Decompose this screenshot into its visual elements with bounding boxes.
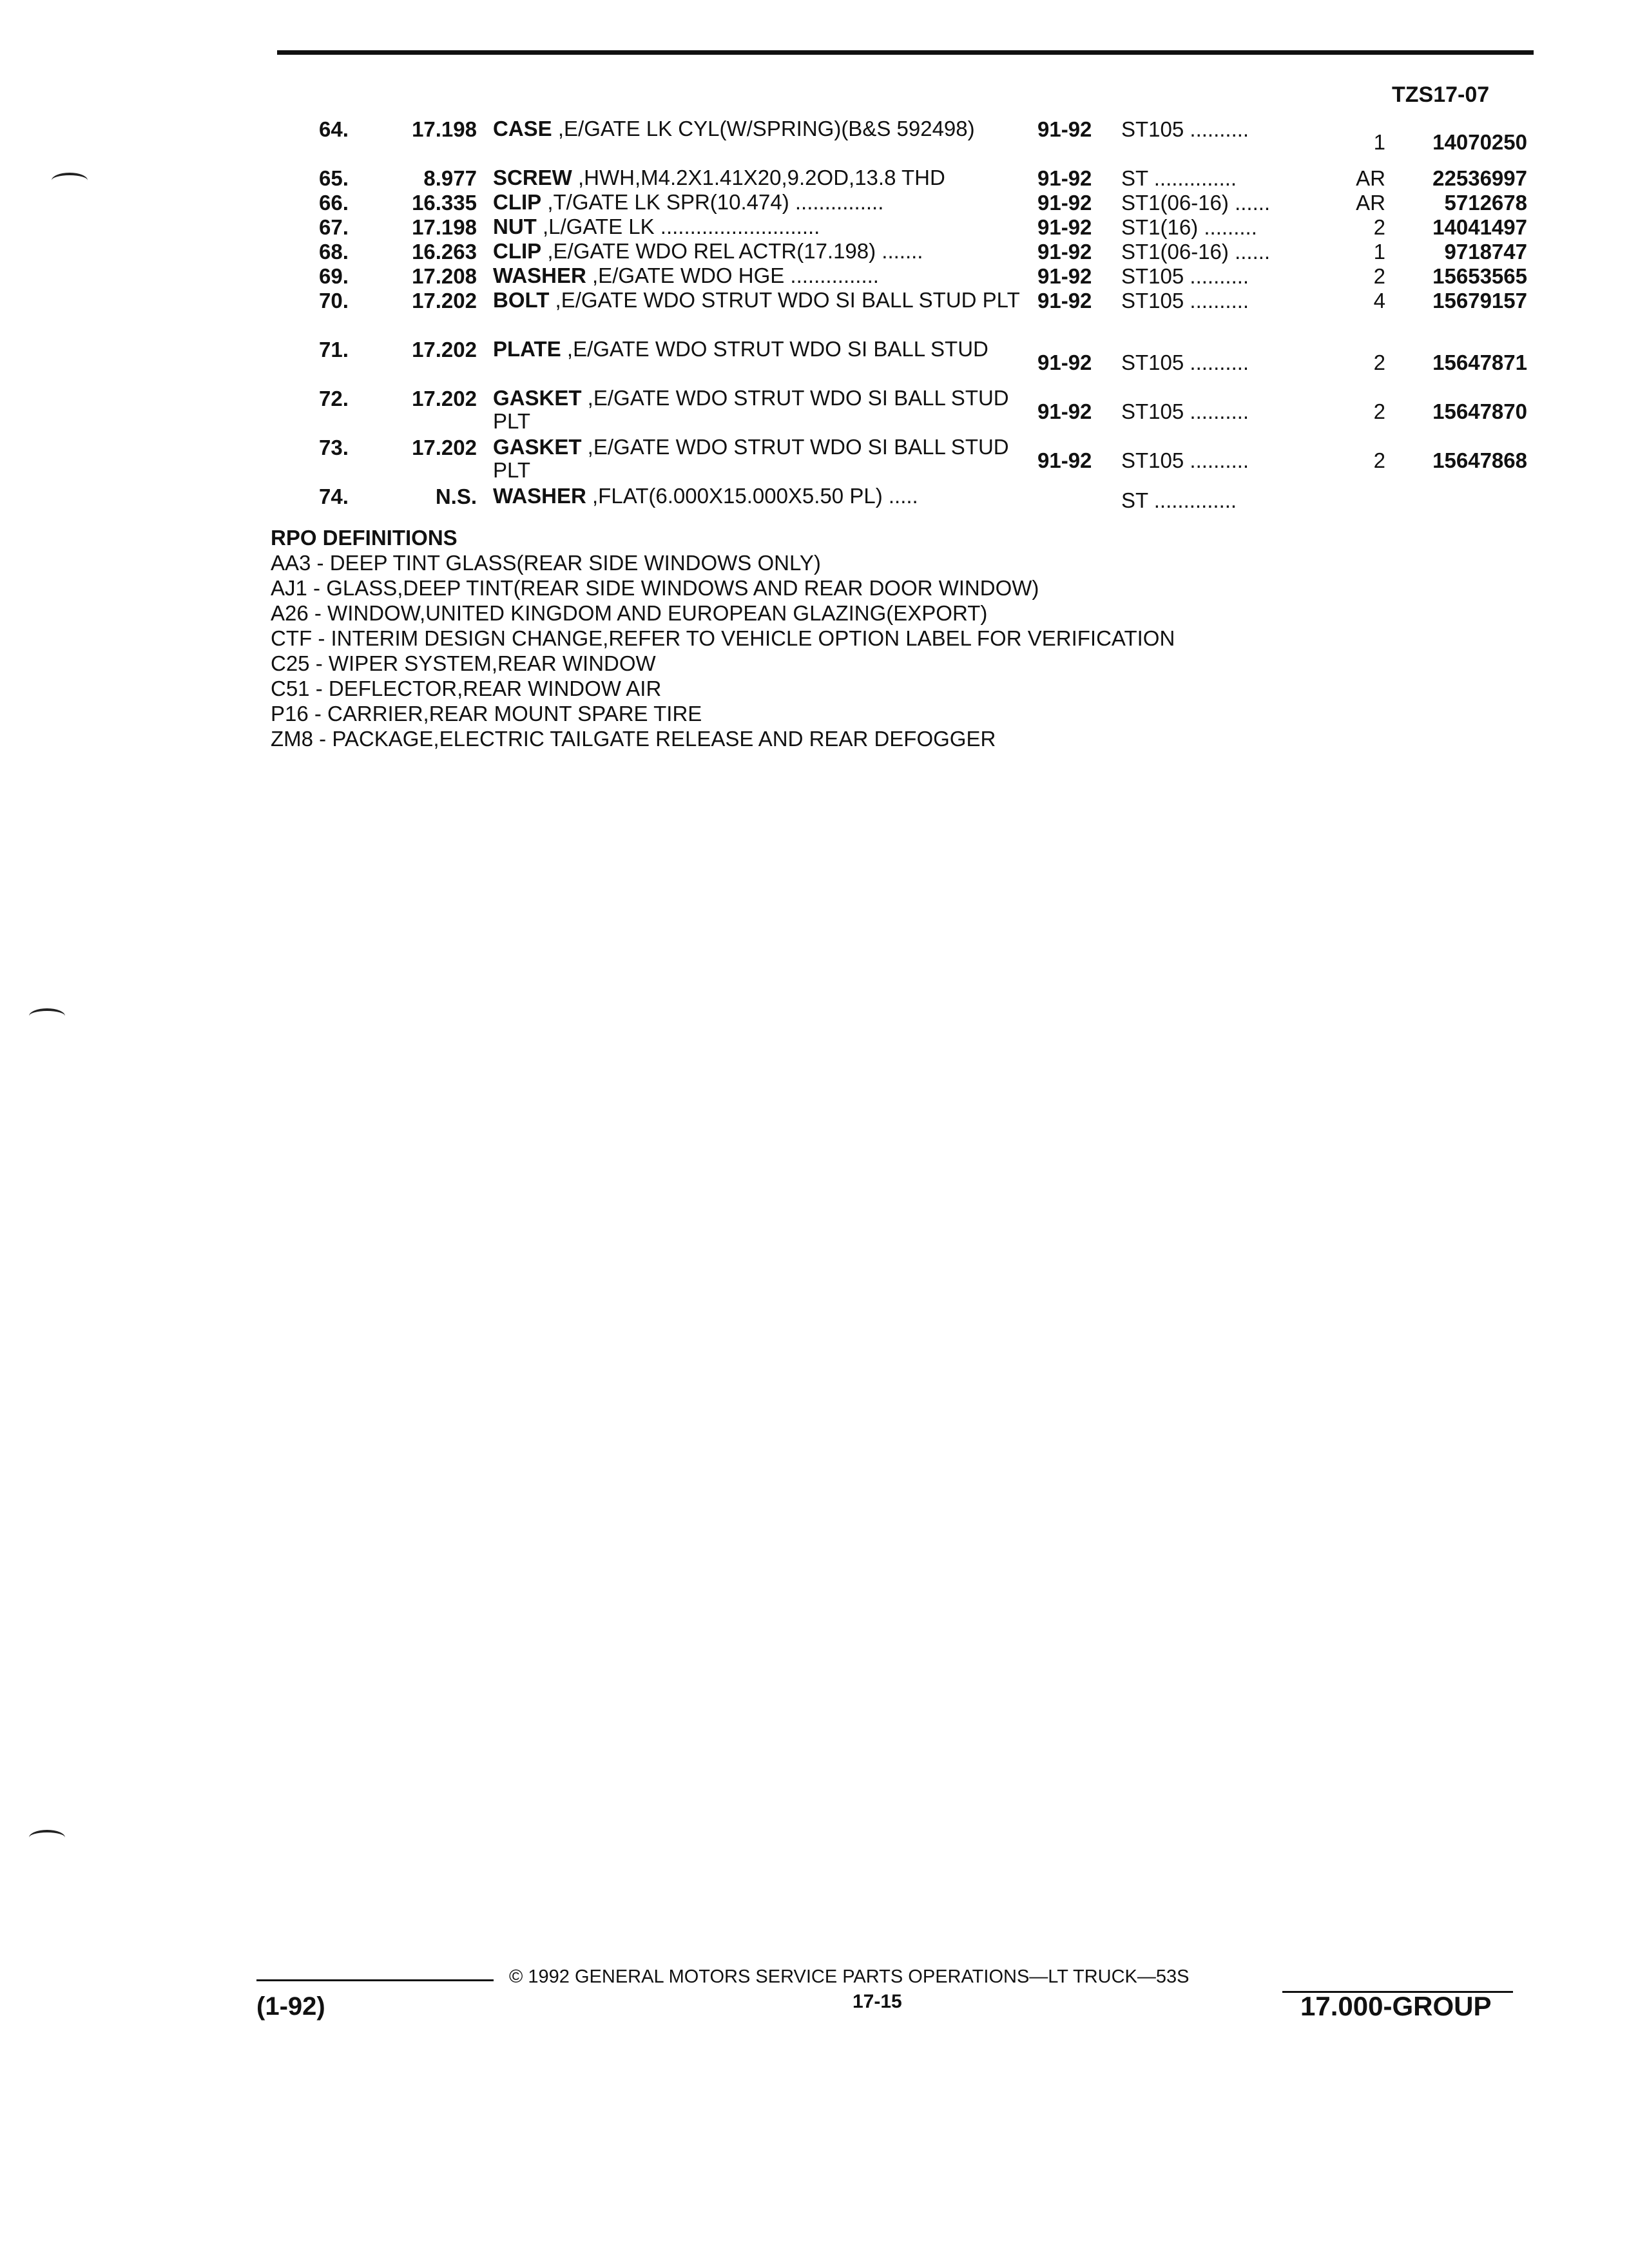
part-name: CASE (493, 117, 552, 140)
table-row (0, 215, 1629, 240)
quantity: AR (1356, 191, 1385, 215)
item-number: 66. (319, 191, 349, 215)
part-detail: ,E/GATE WDO HGE ............... (586, 264, 879, 287)
rpo-title: RPO DEFINITIONS (271, 526, 458, 550)
top-rule (277, 50, 1534, 55)
part-name: BOLT (493, 288, 550, 312)
usage-code: ST105 .......... (1121, 399, 1249, 423)
usage-code: ST105 .......... (1121, 351, 1249, 374)
table-row (0, 289, 1629, 338)
model-years: 91-92 (1037, 264, 1092, 288)
part-name: PLATE (493, 337, 561, 361)
table-row (0, 117, 1629, 166)
part-number: 5712678 (1444, 191, 1527, 215)
part-detail: ,E/GATE WDO REL ACTR(17.198) ....... (541, 239, 923, 263)
item-number: 69. (319, 264, 349, 288)
part-description (493, 387, 1021, 433)
item-number: 71. (319, 338, 349, 361)
part-detail: ,E/GATE LK CYL(W/SPRING)(B&S 592498) (552, 117, 975, 140)
binder-hole-mark (52, 173, 88, 188)
rpo-item: ZM8 - PACKAGE,ELECTRIC TAILGATE RELEASE AND REAR DEFOGGER (271, 727, 996, 751)
item-number: 74. (319, 485, 349, 508)
part-description (493, 166, 1021, 189)
model-years: 91-92 (1037, 215, 1092, 239)
item-number: 67. (319, 215, 349, 239)
quantity: AR (1356, 166, 1385, 190)
part-name: CLIP (493, 190, 542, 214)
part-number: 14041497 (1432, 215, 1527, 239)
model-years: 91-92 (1037, 117, 1092, 141)
part-description (493, 485, 1021, 508)
item-number: 72. (319, 387, 349, 410)
part-number: 15647868 (1432, 448, 1527, 472)
reference-number: 17.202 (412, 289, 477, 312)
rpo-definitions (271, 525, 1175, 751)
part-detail: ,L/GATE LK ........................... (536, 215, 820, 238)
model-years: 91-92 (1037, 351, 1092, 374)
part-description (493, 264, 1021, 287)
binder-hole-mark (29, 1008, 65, 1024)
usage-code: ST105 .......... (1121, 117, 1249, 141)
table-row (0, 436, 1629, 485)
usage-code: ST .............. (1121, 166, 1237, 190)
part-name: CLIP (493, 239, 542, 263)
table-row (0, 264, 1629, 289)
quantity: 4 (1373, 289, 1385, 312)
quantity: 2 (1373, 399, 1385, 423)
reference-number: 17.202 (412, 436, 477, 459)
part-detail: ,E/GATE WDO STRUT WDO SI BALL STUD PLT (493, 386, 1009, 433)
rpo-item: CTF - INTERIM DESIGN CHANGE,REFER TO VEHICLE OPTION LABEL FOR VERIFICATION (271, 626, 1175, 650)
usage-code: ST105 .......... (1121, 289, 1249, 312)
table-row (0, 484, 1629, 512)
part-description (493, 240, 1021, 263)
group-label: 17.000-GROUP (1300, 1991, 1492, 2021)
part-description (493, 436, 1021, 482)
quantity: 1 (1373, 130, 1385, 154)
revision-date: (1-92) (256, 1992, 325, 2021)
part-name: SCREW (493, 166, 572, 189)
part-description (493, 289, 1021, 312)
table-row (0, 387, 1629, 436)
part-number: 15653565 (1432, 264, 1527, 288)
reference-number: 17.202 (412, 338, 477, 361)
part-description (493, 191, 1021, 214)
reference-number: 8.977 (423, 166, 477, 190)
quantity: 2 (1373, 448, 1385, 472)
reference-number: N.S. (435, 485, 477, 508)
part-name: GASKET (493, 435, 582, 459)
part-number: 22536997 (1432, 166, 1527, 190)
part-number: 15647871 (1432, 351, 1527, 374)
model-years: 91-92 (1037, 166, 1092, 190)
item-number: 70. (319, 289, 349, 312)
item-number: 64. (319, 117, 349, 141)
part-description (493, 338, 1021, 361)
quantity: 2 (1373, 264, 1385, 288)
part-name: NUT (493, 215, 537, 238)
usage-code: ST1(16) ......... (1121, 215, 1257, 239)
rpo-item: C25 - WIPER SYSTEM,REAR WINDOW (271, 651, 656, 675)
part-detail: ,E/GATE WDO STRUT WDO SI BALL STUD (561, 337, 988, 361)
sheet-code: TZS17-07 (1392, 82, 1490, 107)
footer-rule-left (256, 1979, 494, 1981)
usage-code: ST1(06-16) ...... (1121, 240, 1271, 264)
part-detail: ,E/GATE WDO STRUT WDO SI BALL STUD PLT (549, 288, 1020, 312)
part-name: GASKET (493, 386, 582, 410)
part-detail: ,HWH,M4.2X1.41X20,9.2OD,13.8 THD (572, 166, 945, 189)
page-number: 17-15 (853, 1991, 902, 2012)
table-row (0, 166, 1629, 191)
usage-code: ST105 .......... (1121, 264, 1249, 288)
part-detail: ,E/GATE WDO STRUT WDO SI BALL STUD PLT (493, 435, 1009, 482)
item-number: 73. (319, 436, 349, 459)
part-number: 15679157 (1432, 289, 1527, 312)
reference-number: 17.202 (412, 387, 477, 410)
table-row (0, 338, 1629, 387)
part-description (493, 215, 1021, 238)
reference-number: 17.208 (412, 264, 477, 288)
usage-code: ST .............. (1121, 488, 1237, 512)
quantity: 2 (1373, 215, 1385, 239)
quantity: 2 (1373, 351, 1385, 374)
item-number: 68. (319, 240, 349, 264)
model-years: 91-92 (1037, 289, 1092, 312)
part-number: 14070250 (1432, 130, 1527, 154)
rpo-item: AA3 - DEEP TINT GLASS(REAR SIDE WINDOWS ONLY) (271, 551, 821, 575)
part-detail: ,FLAT(6.000X15.000X5.50 PL) ..... (586, 484, 918, 508)
reference-number: 16.335 (412, 191, 477, 215)
binder-hole-mark (29, 1830, 65, 1845)
model-years: 91-92 (1037, 191, 1092, 215)
copyright-notice: © 1992 GENERAL MOTORS SERVICE PARTS OPERATIONS—LT TRUCK—53S (509, 1966, 1190, 1987)
quantity: 1 (1373, 240, 1385, 264)
rpo-item: C51 - DEFLECTOR,REAR WINDOW AIR (271, 677, 662, 700)
part-detail: ,T/GATE LK SPR(10.474) ............... (541, 190, 884, 214)
part-name: WASHER (493, 484, 586, 508)
part-description (493, 117, 1021, 140)
reference-number: 16.263 (412, 240, 477, 264)
rpo-item: A26 - WINDOW,UNITED KINGDOM AND EUROPEAN GLAZING(EXPORT) (271, 601, 988, 625)
part-number: 9718747 (1444, 240, 1527, 264)
part-name: WASHER (493, 264, 586, 287)
rpo-item: AJ1 - GLASS,DEEP TINT(REAR SIDE WINDOWS AND REAR DOOR WINDOW) (271, 576, 1039, 600)
parts-list (0, 117, 1629, 512)
part-number: 15647870 (1432, 399, 1527, 423)
rpo-item: P16 - CARRIER,REAR MOUNT SPARE TIRE (271, 702, 702, 726)
table-row (0, 240, 1629, 264)
item-number: 65. (319, 166, 349, 190)
model-years: 91-92 (1037, 448, 1092, 472)
model-years: 91-92 (1037, 399, 1092, 423)
reference-number: 17.198 (412, 215, 477, 239)
usage-code: ST105 .......... (1121, 448, 1249, 472)
table-row (0, 191, 1629, 215)
reference-number: 17.198 (412, 117, 477, 141)
model-years: 91-92 (1037, 240, 1092, 264)
usage-code: ST1(06-16) ...... (1121, 191, 1271, 215)
